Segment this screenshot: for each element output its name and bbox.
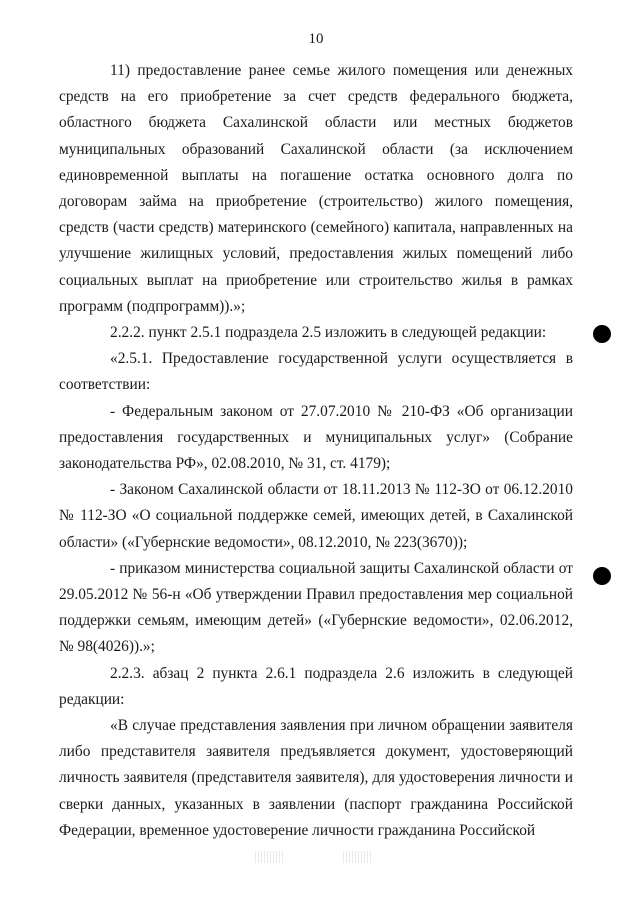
document-body	[59, 58, 573, 844]
paragraph-2-2-3: 2.2.3. абзац 2 пункта 2.6.1 подраздела 2.6 изложить в следующей редакции:	[59, 664, 573, 708]
paragraph-quote-2-6-1: «В случае представления заявления при личном обращении заявителя либо представителя заявителя предъявляется документ, удостоверяющий личность заявителя (представителя заявителя), для удостоверения личности и сверки данных, указанных в заявлении (паспорт гражданина Российской Федерации, временное удостоверение личности гражданина Российской	[59, 717, 573, 839]
scan-artifact	[343, 851, 371, 863]
paragraph-2-2-2: 2.2.2. пункт 2.5.1 подраздела 2.5 изложить в следующей редакции:	[110, 324, 547, 342]
paragraph-federal-law: - Федеральным законом от 27.07.2010 № 210-ФЗ «Об организации предоставления государственных и муниципальных услуг» (Собрание законодательства РФ», 02.08.2010, № 31, ст. 4179);	[59, 402, 573, 473]
paragraph-item-11: 11) предоставление ранее семье жилого помещения или денежных средств на его приобретение за счет средств федерального бюджета, областного бюджета Сахалинской области или местных бюджетов муниципальных образований Сахалинской области (за исключением единовременной выплаты на погашение остатка основного долга по договорам займа на приобретение (строительство) жилого помещения, средств (части средств) материнского (семейного) капитала, направленных на улучшение жилищных условий, предоставления жилых помещений либо социальных выплат на приобретение или строительство жилья в рамках программ (подпрограмм)).»;	[59, 62, 573, 315]
page-number: 10	[308, 31, 324, 47]
paragraph-ministry-order: - приказом министерства социальной защиты Сахалинской области от 29.05.2012 № 56-н «Об утверждении Правил предоставления мер социальной поддержки семьям, имеющим детей» («Губернские ведомости», 02.06.2012, № 98(4026)).»;	[59, 559, 573, 656]
paragraph-2-5-1: «2.5.1. Предоставление государственной услуги осуществляется в соответствии:	[59, 350, 573, 394]
margin-dot-mark	[593, 325, 611, 343]
paragraph-regional-law: - Законом Сахалинской области от 18.11.2013 № 112-ЗО от 06.12.2010 № 112-ЗО «О социальной поддержке семей, имеющих детей, в Сахалинской области» («Губернские ведомости», 08.12.2010, № 223(3670));	[59, 481, 573, 551]
margin-dot-mark	[593, 567, 611, 585]
scan-artifact	[255, 851, 283, 863]
